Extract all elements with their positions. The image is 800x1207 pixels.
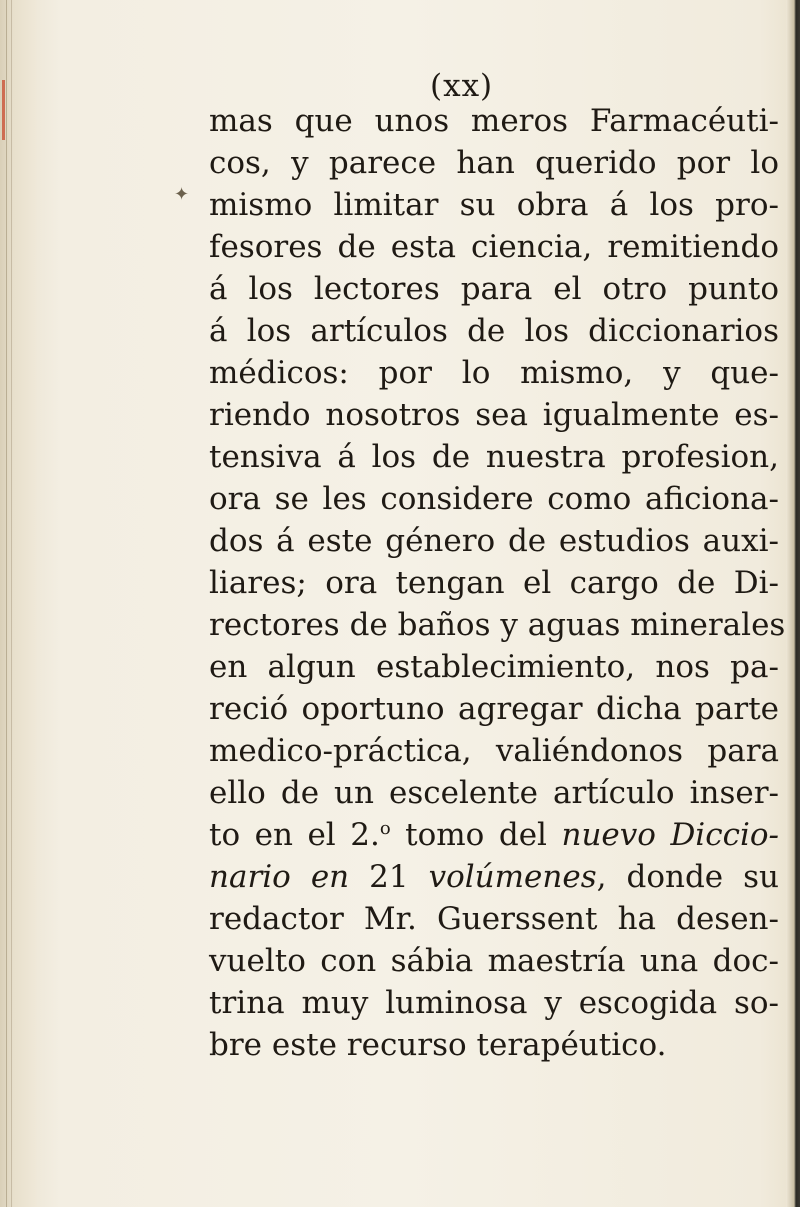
ordinal-superscript: o bbox=[379, 818, 391, 839]
italic-title-fragment: nuevo Diccio- bbox=[561, 817, 779, 853]
text-line: trina muy luminosa y escogida so- bbox=[209, 985, 779, 1021]
binding-line bbox=[11, 0, 12, 1207]
text-line: riendo nosotros sea igualmente es- bbox=[209, 397, 779, 433]
body-text bbox=[209, 100, 786, 1066]
right-page-edge bbox=[786, 0, 800, 1207]
italic-title-fragment: nario en bbox=[209, 859, 350, 895]
text-line: reció oportuno agregar dicha parte bbox=[209, 691, 779, 727]
text-fragment: to en el 2. bbox=[209, 817, 380, 853]
text-line: mas que unos meros Farmacéuti- bbox=[209, 103, 779, 139]
text-line: cos, y parece han querido por lo bbox=[209, 145, 779, 181]
text-line-with-italic bbox=[209, 814, 779, 856]
text-line: á los artículos de los diccionarios bbox=[209, 313, 779, 349]
volume-count: 21 bbox=[349, 859, 429, 895]
text-line: vuelto con sábia maestría una doc- bbox=[209, 943, 779, 979]
text-line: ello de un escelente artículo inser- bbox=[209, 775, 779, 811]
text-fragment: , donde su bbox=[596, 859, 779, 895]
binding-red-mark bbox=[2, 80, 5, 140]
text-line: mismo limitar su obra á los pro- bbox=[209, 187, 779, 223]
text-line: redactor Mr. Guerssent ha desen- bbox=[209, 901, 779, 937]
text-line-final: bre este recurso terapéutico. bbox=[209, 1027, 667, 1063]
text-line: tensiva á los de nuestra profesion, bbox=[209, 439, 779, 475]
page-header: (xx) bbox=[430, 68, 494, 104]
text-line: dos á este género de estudios auxi- bbox=[209, 523, 779, 559]
text-line: á los lectores para el otro punto bbox=[209, 271, 779, 307]
text-line: medico-práctica, valiéndonos para bbox=[209, 733, 779, 769]
text-line: rectores de baños y aguas minerales bbox=[209, 607, 786, 643]
text-line: liares; ora tengan el cargo de Di- bbox=[209, 565, 779, 601]
text-line: fesores de esta ciencia, remitiendo bbox=[209, 229, 779, 265]
text-line: ora se les considere como aficiona- bbox=[209, 481, 779, 517]
text-line: en algun establecimiento, nos pa- bbox=[209, 649, 779, 685]
italic-title-fragment: volúmenes bbox=[428, 859, 597, 895]
binding-edge bbox=[0, 0, 36, 1207]
binding-line bbox=[6, 0, 7, 1207]
text-line: médicos: por lo mismo, y que- bbox=[209, 355, 779, 391]
stray-mark-icon: ✦ bbox=[174, 184, 190, 205]
text-fragment: tomo del bbox=[390, 817, 562, 853]
text-line-with-italic bbox=[209, 856, 779, 898]
